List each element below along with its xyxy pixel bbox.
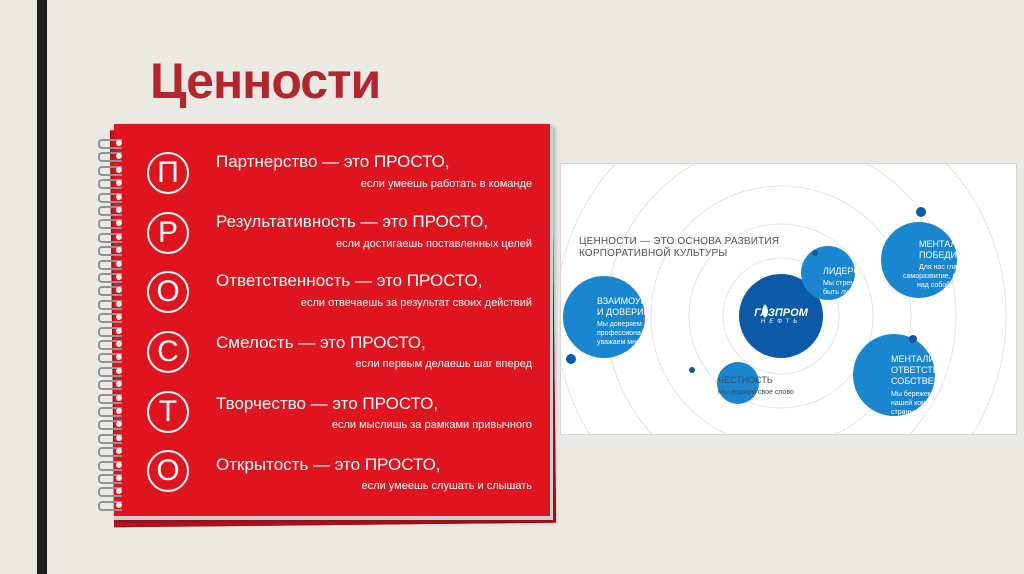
spiral-ring [98, 178, 128, 187]
letter-badge: Т [147, 391, 189, 433]
ring-hole [116, 261, 122, 267]
ring-hole [116, 194, 122, 200]
winner-title-1: МЕНТАЛИТЕТ [919, 239, 980, 249]
spiral-ring [98, 419, 128, 428]
ring-hole [116, 475, 122, 481]
values-diagram [560, 163, 1017, 435]
ring-hole [116, 368, 122, 374]
ring-hole [116, 274, 122, 280]
spiral-ring [98, 218, 128, 227]
trust-title-2: И ДОВЕРИЕ [597, 307, 650, 317]
value-subtitle: если умеешь работать в команде [360, 178, 532, 190]
spiral-ring [98, 272, 128, 281]
diagram-heading-2: КОРПОРАТИВНОЙ КУЛЬТУРЫ [579, 248, 728, 259]
value-title: Результативность — это ПРОСТО, [216, 212, 489, 231]
spiral-ring [98, 366, 128, 375]
letter-badge: Р [147, 212, 189, 254]
spiral-ring [98, 192, 128, 201]
gazprom-neft-logo [751, 307, 811, 325]
owner-text-1: Мы бережем ресурсы [891, 391, 962, 398]
spiral-ring [98, 352, 128, 361]
honesty-text: Мы держим свое слово [718, 389, 794, 396]
leadership-text-1: Мы стремимся [823, 280, 872, 287]
spiral-ring [98, 460, 128, 469]
spiral-ring [98, 446, 128, 455]
value-title: Ответственность — это ПРОСТО, [216, 271, 483, 290]
spiral-ring [98, 486, 128, 495]
spiral-ring [98, 379, 128, 388]
spiral-ring [98, 151, 128, 160]
winner-text-3: над собой [917, 282, 951, 289]
ring-hole [116, 140, 122, 146]
value-title: Открытость — это ПРОСТО, [216, 455, 441, 474]
owner-title-2: ОТВЕТСТВЕННОГО [891, 365, 977, 375]
leadership-dot [812, 250, 818, 256]
value-title: Творчество — это ПРОСТО, [216, 394, 439, 413]
winner-text-1: Для нас главное — [919, 264, 982, 271]
ring-hole [116, 395, 122, 401]
spiral-ring [98, 326, 128, 335]
winner-text-2: саморазвитие, победа [903, 273, 976, 280]
spiral-ring [98, 473, 128, 482]
logo-top: ГАЗПРОМ [754, 307, 808, 319]
ring-hole [116, 207, 122, 213]
spiral-ring [98, 165, 128, 174]
owner-title-1: МЕНТАЛИТЕТ [891, 354, 952, 364]
owner-dot [909, 335, 917, 343]
spiral-ring [98, 205, 128, 214]
trust-title-1: ВЗАИМОУВАЖЕНИЕ [597, 296, 686, 306]
spiral-ring [98, 138, 128, 147]
letter-badge: О [147, 271, 189, 313]
values-notebook [98, 122, 558, 526]
ring-hole [116, 408, 122, 414]
letter-badge: С [147, 331, 189, 373]
owner-text-3: страны и планеты [891, 409, 950, 416]
value-subtitle: если первым делаешь шаг вперед [355, 358, 532, 370]
owner-title-3: СОБСТВЕННИКА [891, 376, 965, 386]
spiral-ring [98, 312, 128, 321]
value-subtitle: если достигаешь поставленных целей [335, 238, 532, 250]
trust-text-2: профессионализму, [597, 330, 662, 337]
value-subtitle: если отвечаешь за результат своих действий [300, 297, 532, 309]
trust-dot [566, 354, 576, 364]
letter-badge: О [147, 450, 189, 492]
ring-hole [116, 301, 122, 307]
ring-hole [116, 502, 122, 508]
leadership-title: ЛИДЕРСТВО [823, 266, 878, 276]
leadership-text-2: быть лучшими [823, 289, 871, 296]
slide-title: Ценности [150, 53, 381, 109]
spiral-ring [98, 406, 128, 415]
winner-dot [916, 207, 926, 217]
spiral-ring [98, 285, 128, 294]
ring-hole [116, 462, 122, 468]
diagram-heading-1: ЦЕННОСТИ — ЭТО ОСНОВА РАЗВИТИЯ [579, 236, 780, 247]
value-title: Смелость — это ПРОСТО, [216, 333, 426, 352]
left-accent-bar [37, 0, 47, 574]
spiral-ring [98, 259, 128, 268]
letter-badge: П [147, 152, 189, 194]
value-subtitle: если мыслишь за рамками привычного [331, 419, 532, 431]
ring-hole [116, 341, 122, 347]
small-dot [795, 334, 799, 338]
value-subtitle: если умеешь слушать и слышать [361, 480, 532, 492]
winner-title-2: ПОБЕДИТЕЛЯ [919, 250, 981, 260]
spiral-ring [98, 500, 128, 509]
value-title: Партнерство — это ПРОСТО, [216, 152, 450, 171]
spiral-ring [98, 299, 128, 308]
ring-hole [116, 435, 122, 441]
honesty-dot [689, 367, 695, 373]
trust-text-3: уважаем мнение коллег [597, 339, 675, 346]
spiral-ring [98, 339, 128, 348]
trust-text-1: Мы доверяем [597, 321, 642, 328]
spiral-ring [98, 232, 128, 241]
ring-hole [116, 328, 122, 334]
spiral-ring [98, 393, 128, 402]
ring-hole [116, 167, 122, 173]
ring-hole [116, 234, 122, 240]
honesty-title: ЧЕСТНОСТЬ [718, 375, 773, 385]
spiral-ring [98, 245, 128, 254]
spiral-ring [98, 433, 128, 442]
logo-bottom: НЕФТЬ [760, 319, 802, 325]
owner-text-2: нашей компании, [891, 400, 948, 407]
